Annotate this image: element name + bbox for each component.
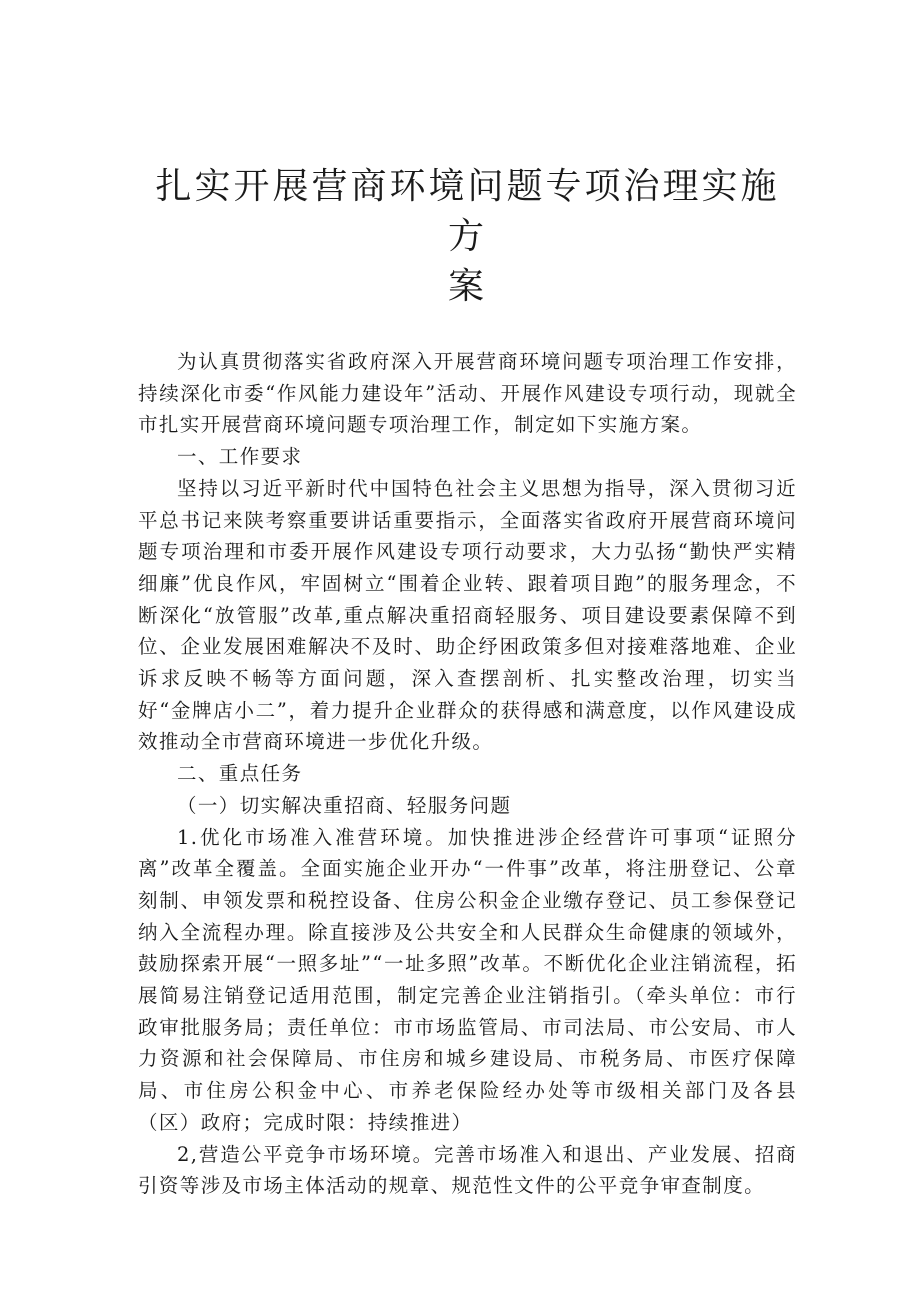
title-line-1: 扎实开展营商环境问题专项治理实施方: [155, 166, 780, 257]
section-heading-work-requirements: 一、工作要求: [177, 445, 303, 469]
document-title: [138, 162, 797, 312]
subsection-heading-1: （一）切实解决重招商、轻服务问题: [177, 793, 512, 817]
task-paragraph-1: 1.优化市场准入准营环境。加快推进涉企经营许可事项“证照分离”改革全覆盖。全面实施企业开办“一件事”改革，将注册登记、公章刻制、申领发票和税控设备、住房公积金企业缴存登记、员工参保登记纳入全流程办理。除直接涉及公共安全和人民群众生命健康的领域外，鼓励探索开展“一照多址”“一址多照”改革。不断优化企业注销流程，拓展简易注销登记适用范围，制定完善企业注销指引。（牵头单位：市行政审批服务局；责任单位：市市场监管局、市司法局、市公安局、市人力资源和社会保障局、市住房和城乡建设局、市税务局、市医疗保障局、市住房公积金中心、市养老保险经办处等市级相关部门及各县（区）政府；完成时限：持续推进）: [138, 825, 797, 1134]
document-body: [138, 346, 797, 1202]
task-paragraph-2: 2,营造公平竞争市场环境。完善市场准入和退出、产业发展、招商引资等涉及市场主体活动的规章、规范性文件的公平竞争审查制度。: [138, 1142, 797, 1198]
work-requirements-paragraph: 坚持以习近平新时代中国特色社会主义思想为指导，深入贯彻习近平总书记来陕考察重要讲话重要指示，全面落实省政府开展营商环境问题专项治理和市委开展作风建设专项行动要求，大力弘扬“勤快严实精细廉”优良作风，牢固树立“围着企业转、跟着项目跑”的服务理念，不断深化“放管服”改革,重点解决重招商轻服务、项目建设要素保障不到位、企业发展困难解决不及时、助企纾困政策多但对接难落地难、企业诉求反映不畅等方面问题，深入查摆剖析、扎实整改治理，切实当好“金牌店小二”，着力提升企业群众的获得感和满意度，以作风建设成效推动全市营商环境进一步优化升级。: [138, 476, 797, 754]
section-heading-key-tasks: 二、重点任务: [177, 762, 303, 786]
intro-paragraph: 为认真贯彻落实省政府深入开展营商环境问题专项治理工作安排，持续深化市委“作风能力建设年”活动、开展作风建设专项行动，现就全市扎实开展营商环境问题专项治理工作，制定如下实施方案。: [138, 350, 797, 437]
title-line-2: 案: [447, 266, 487, 307]
